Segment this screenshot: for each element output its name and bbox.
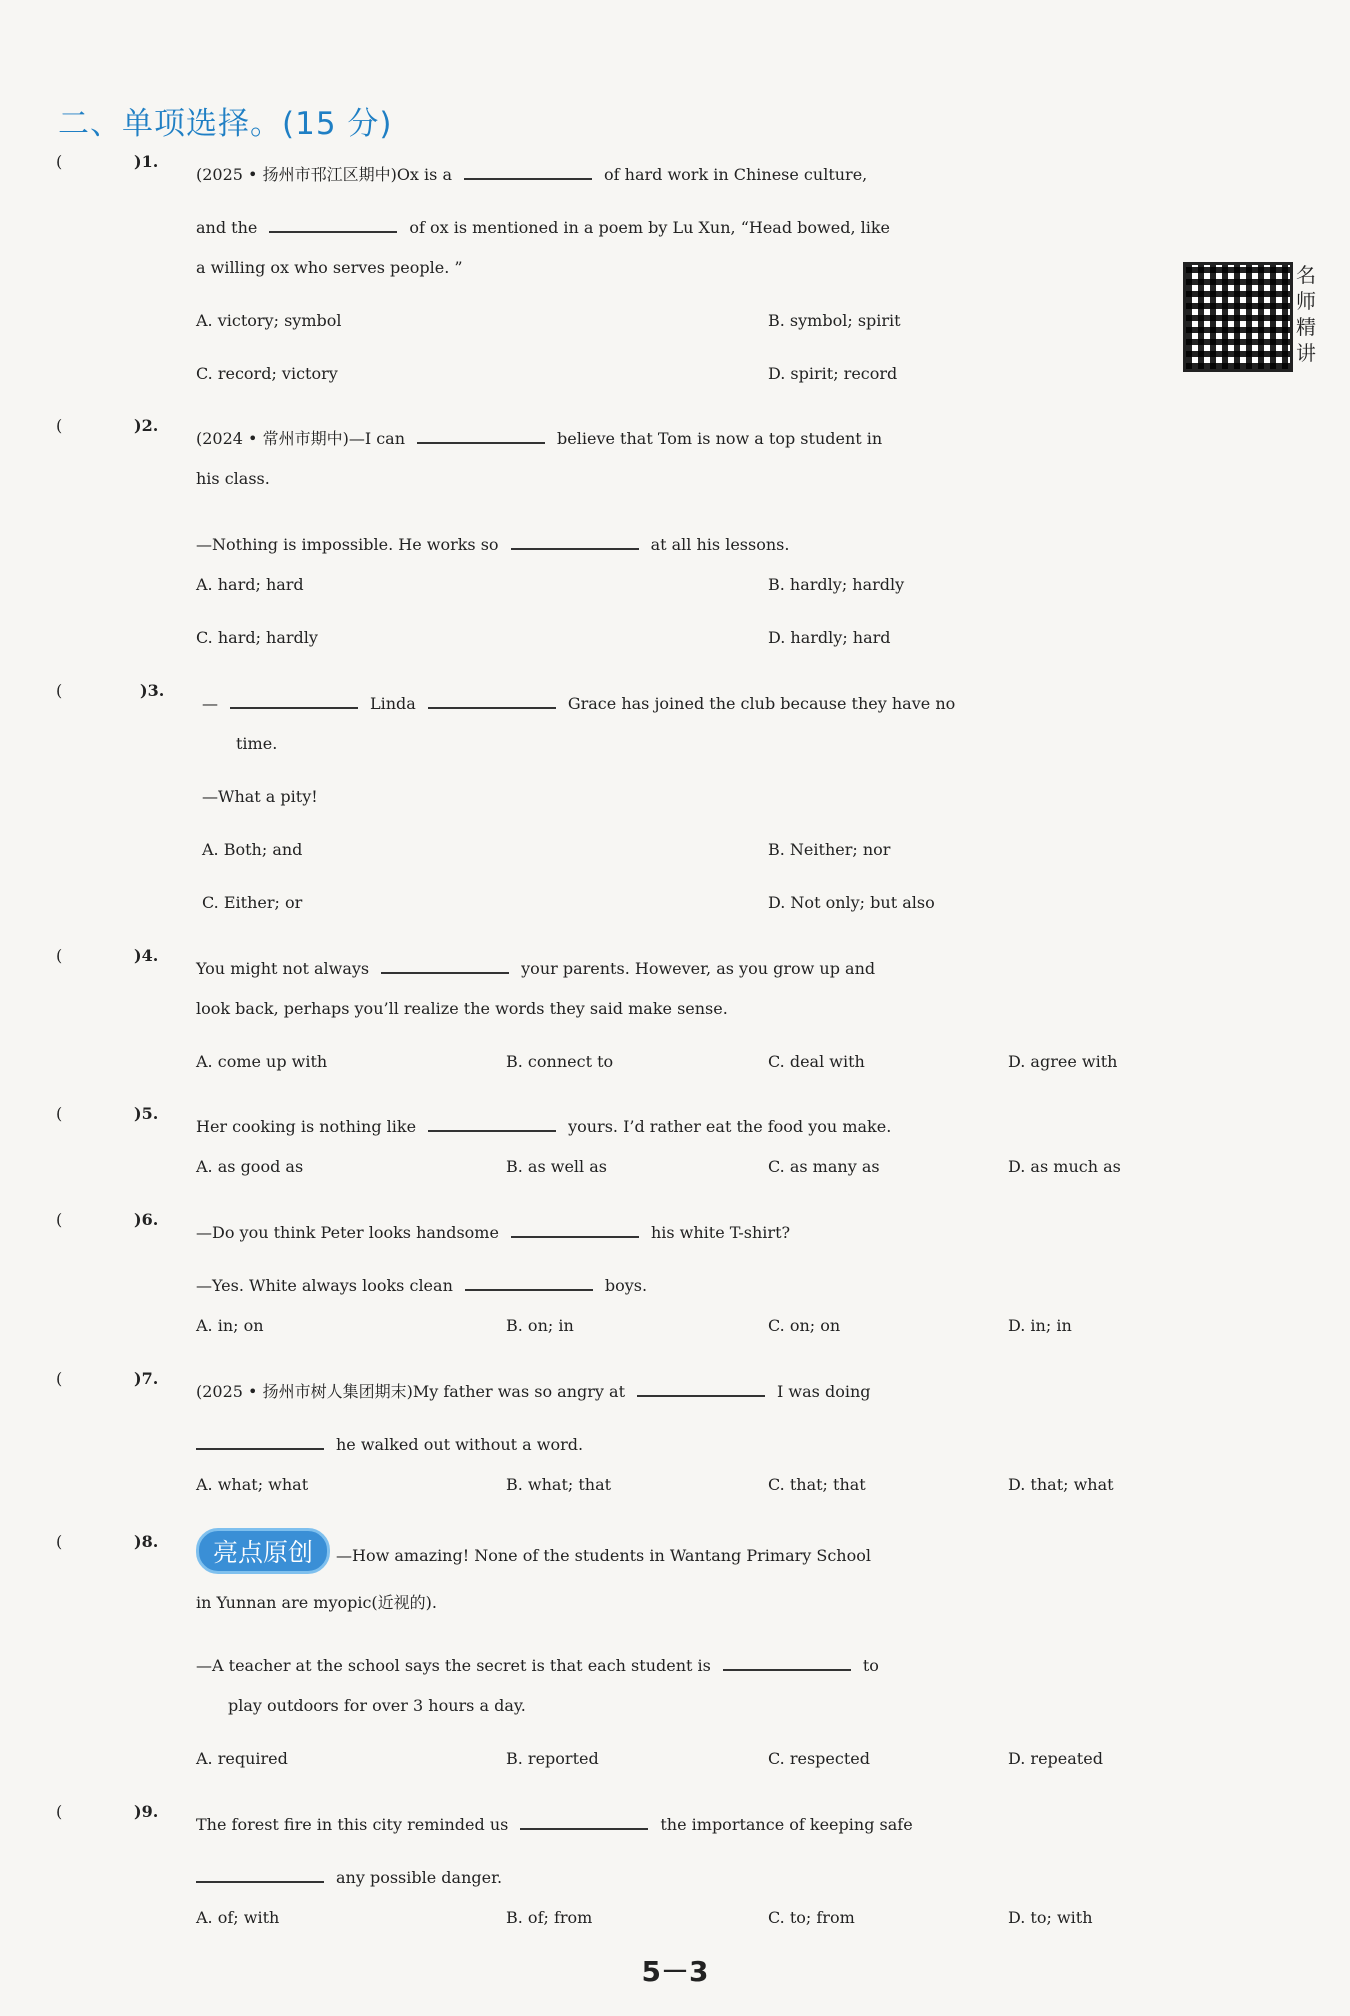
option-c[interactable]: C. record; victory xyxy=(196,364,338,383)
option-c[interactable]: C. respected xyxy=(768,1749,870,1768)
option-d[interactable]: D. as much as xyxy=(1008,1157,1121,1176)
option-b[interactable]: B. as well as xyxy=(506,1157,607,1176)
answer-paren[interactable]: ( xyxy=(56,946,63,965)
answer-blank xyxy=(464,152,592,180)
page-number: 5－3 xyxy=(641,1955,709,1988)
answer-blank xyxy=(428,1104,556,1132)
option-d[interactable]: D. hardly; hard xyxy=(768,628,891,647)
question-text: his class. xyxy=(196,469,270,488)
answer-blank xyxy=(511,522,639,550)
option-b[interactable]: B. hardly; hardly xyxy=(768,575,905,594)
option-a[interactable]: A. what; what xyxy=(196,1475,309,1494)
answer-paren[interactable]: ( xyxy=(56,416,63,435)
qr-code-icon[interactable] xyxy=(1183,262,1293,372)
answer-blank xyxy=(520,1802,648,1830)
question-text: Her cooking is nothing like yours. I’d rather eat the food you make. xyxy=(196,1104,891,1136)
question-text: —Yes. White always looks clean boys. xyxy=(196,1263,647,1295)
original-badge: 亮点原创 xyxy=(196,1528,330,1574)
question-text: any possible danger. xyxy=(196,1855,502,1887)
answer-paren[interactable]: ( xyxy=(56,1104,63,1123)
question-text: —Nothing is impossible. He works so at all his lessons. xyxy=(196,522,789,554)
question-text: — Linda Grace has joined the club because they have no xyxy=(202,681,955,713)
option-d[interactable]: D. spirit; record xyxy=(768,364,898,383)
answer-blank xyxy=(381,946,509,974)
question-number: )2. xyxy=(134,416,159,435)
question-text: 亮点原创 —How amazing! None of the students in Wantang Primary School xyxy=(196,1528,871,1574)
answer-blank xyxy=(196,1855,324,1883)
question-text: —Do you think Peter looks handsome his white T-shirt? xyxy=(196,1210,790,1242)
option-b[interactable]: B. what; that xyxy=(506,1475,612,1494)
option-b[interactable]: B. symbol; spirit xyxy=(768,311,901,330)
question-text: time. xyxy=(236,734,278,753)
question-number: )8. xyxy=(134,1532,159,1551)
section-title: 二、单项选择。(15 分) xyxy=(58,106,393,142)
question-number: )1. xyxy=(134,152,159,171)
option-a[interactable]: A. required xyxy=(196,1749,288,1768)
answer-paren[interactable]: ( xyxy=(56,1802,63,1821)
option-b[interactable]: B. Neither; nor xyxy=(768,840,891,859)
answer-blank xyxy=(417,416,545,444)
answer-paren[interactable]: ( xyxy=(56,1210,63,1229)
question-text: You might not always your parents. However, as you grow up and xyxy=(196,946,875,978)
answer-paren[interactable]: ( xyxy=(56,1532,63,1551)
option-d[interactable]: D. that; what xyxy=(1008,1475,1114,1494)
answer-blank xyxy=(230,681,358,709)
option-c[interactable]: C. on; on xyxy=(768,1316,841,1335)
option-d[interactable]: D. in; in xyxy=(1008,1316,1072,1335)
option-b[interactable]: B. of; from xyxy=(506,1908,593,1927)
question-text: in Yunnan are myopic(近视的). xyxy=(196,1593,438,1612)
option-c[interactable]: C. to; from xyxy=(768,1908,855,1927)
question-text: look back, perhaps you’ll realize the words they said make sense. xyxy=(196,999,728,1018)
question-number: )4. xyxy=(134,946,159,965)
answer-paren[interactable]: ( xyxy=(56,681,63,700)
question-text: and the of ox is mentioned in a poem by Lu Xun, “Head bowed, like xyxy=(196,205,890,237)
question-number: )3. xyxy=(140,681,165,700)
option-a[interactable]: A. come up with xyxy=(196,1052,328,1071)
option-a[interactable]: A. in; on xyxy=(196,1316,264,1335)
option-a[interactable]: A. as good as xyxy=(196,1157,304,1176)
question-number: )7. xyxy=(134,1369,159,1388)
option-b[interactable]: B. reported xyxy=(506,1749,599,1768)
option-a[interactable]: A. hard; hard xyxy=(196,575,304,594)
option-c[interactable]: C. that; that xyxy=(768,1475,866,1494)
option-d[interactable]: D. agree with xyxy=(1008,1052,1118,1071)
option-a[interactable]: A. victory; symbol xyxy=(196,311,342,330)
answer-blank xyxy=(269,205,397,233)
option-b[interactable]: B. on; in xyxy=(506,1316,574,1335)
question-text: (2025 • 扬州市邗江区期中)Ox is a of hard work in Chinese culture, xyxy=(196,152,867,185)
question-text: (2024 • 常州市期中)—I can believe that Tom is now a top student in xyxy=(196,416,882,449)
option-b[interactable]: B. connect to xyxy=(506,1052,614,1071)
option-c[interactable]: C. hard; hardly xyxy=(196,628,318,647)
answer-blank xyxy=(196,1422,324,1450)
option-d[interactable]: D. Not only; but also xyxy=(768,893,935,912)
question-number: )9. xyxy=(134,1802,159,1821)
answer-blank xyxy=(465,1263,593,1291)
question-text: a willing ox who serves people. ” xyxy=(196,258,463,277)
answer-paren[interactable]: ( xyxy=(56,1369,63,1388)
qr-label: 名师精讲 xyxy=(1296,263,1316,365)
question-number: )6. xyxy=(134,1210,159,1229)
question-text: The forest fire in this city reminded us the importance of keeping safe xyxy=(196,1802,913,1834)
answer-blank xyxy=(511,1210,639,1238)
option-d[interactable]: D. repeated xyxy=(1008,1749,1103,1768)
answer-paren[interactable]: ( xyxy=(56,152,63,171)
answer-blank xyxy=(637,1369,765,1397)
option-c[interactable]: C. deal with xyxy=(768,1052,865,1071)
question-text: —A teacher at the school says the secret is that each student is to xyxy=(196,1643,879,1675)
question-text: —What a pity! xyxy=(202,787,318,806)
option-c[interactable]: C. as many as xyxy=(768,1157,880,1176)
question-text: play outdoors for over 3 hours a day. xyxy=(228,1696,526,1715)
option-d[interactable]: D. to; with xyxy=(1008,1908,1093,1927)
question-number: )5. xyxy=(134,1104,159,1123)
question-text: (2025 • 扬州市树人集团期末)My father was so angry at I was doing xyxy=(196,1369,871,1402)
question-text: he walked out without a word. xyxy=(196,1422,583,1454)
option-c[interactable]: C. Either; or xyxy=(202,893,303,912)
answer-blank xyxy=(428,681,556,709)
option-a[interactable]: A. Both; and xyxy=(202,840,303,859)
answer-blank xyxy=(723,1643,851,1671)
option-a[interactable]: A. of; with xyxy=(196,1908,280,1927)
